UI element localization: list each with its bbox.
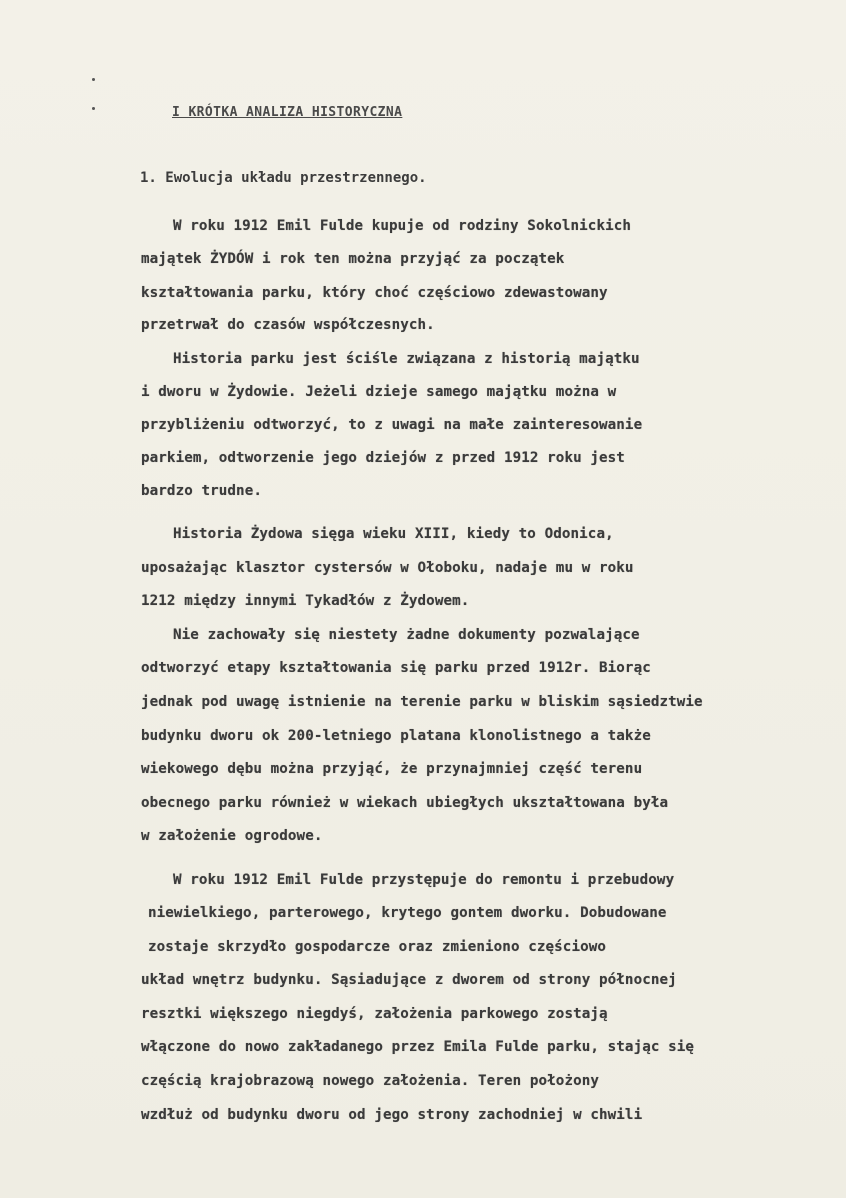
- text-line: włączone do nowo zakładanego przez Emila Fulde parku, stając się: [141, 1039, 695, 1055]
- text-line: przetrwał do czasów współczesnych.: [141, 317, 435, 333]
- text-line: Historia Żydowa sięga wieku XIII, kiedy to Odonica,: [173, 526, 614, 542]
- text-line: uposażając klasztor cystersów w Ołoboku, nadaje mu w roku: [141, 560, 634, 576]
- subsection-heading: 1. Ewolucja układu przestrzennego.: [140, 170, 427, 186]
- text-line: majątek ŻYDÓW i rok ten można przyjąć za początek: [141, 251, 565, 267]
- text-line: odtworzyć etapy kształtowania się parku przed 1912r. Biorąc: [141, 660, 651, 676]
- text-line: układ wnętrz budynku. Sąsiadujące z dworem od strony północnej: [141, 972, 677, 988]
- punch-mark: [92, 107, 95, 110]
- text-line: parkiem, odtworzenie jego dziejów z przed 1912 roku jest: [141, 450, 625, 466]
- text-line: w założenie ogrodowe.: [141, 828, 323, 844]
- text-line: przybliżeniu odtworzyć, to z uwagi na małe zainteresowanie: [141, 417, 643, 433]
- text-line: resztki większego niegdyś, założenia parkowego zostają: [141, 1006, 608, 1022]
- text-line: 1212 między innymi Tykadłów z Żydowem.: [141, 593, 470, 609]
- text-line: niewielkiego, parterowego, krytego gontem dworku. Dobudowane: [148, 905, 667, 921]
- text-line: bardzo trudne.: [141, 483, 262, 499]
- text-line: kształtowania parku, który choć częściowo zdewastowany: [141, 285, 608, 301]
- text-line: Nie zachowały się niestety żadne dokumenty pozwalające: [173, 627, 640, 643]
- text-line: wzdłuż od budynku dworu od jego strony zachodniej w chwili: [141, 1107, 643, 1123]
- text-line: wiekowego dębu można przyjąć, że przynajmniej część terenu: [141, 761, 643, 777]
- section-title: I KRÓTKA ANALIZA HISTORYCZNA: [172, 105, 403, 120]
- text-line: zostaje skrzydło gospodarcze oraz zmieniono częściowo: [148, 939, 607, 955]
- text-line: obecnego parku również w wiekach ubiegłych ukształtowana była: [141, 795, 669, 811]
- punch-mark: [92, 78, 95, 81]
- text-line: W roku 1912 Emil Fulde kupuje od rodziny Sokolnickich: [173, 218, 632, 234]
- text-line: Historia parku jest ściśle związana z historią majątku: [173, 351, 640, 367]
- text-line: częścią krajobrazową nowego założenia. Teren położony: [141, 1073, 600, 1089]
- text-line: jednak pod uwagę istnienie na terenie parku w bliskim sąsiedztwie: [141, 694, 703, 710]
- text-line: W roku 1912 Emil Fulde przystępuje do remontu i przebudowy: [173, 872, 675, 888]
- text-line: i dworu w Żydowie. Jeżeli dzieje samego majątku można w: [141, 384, 617, 400]
- text-line: budynku dworu ok 200-letniego platana klonolistnego a także: [141, 728, 651, 744]
